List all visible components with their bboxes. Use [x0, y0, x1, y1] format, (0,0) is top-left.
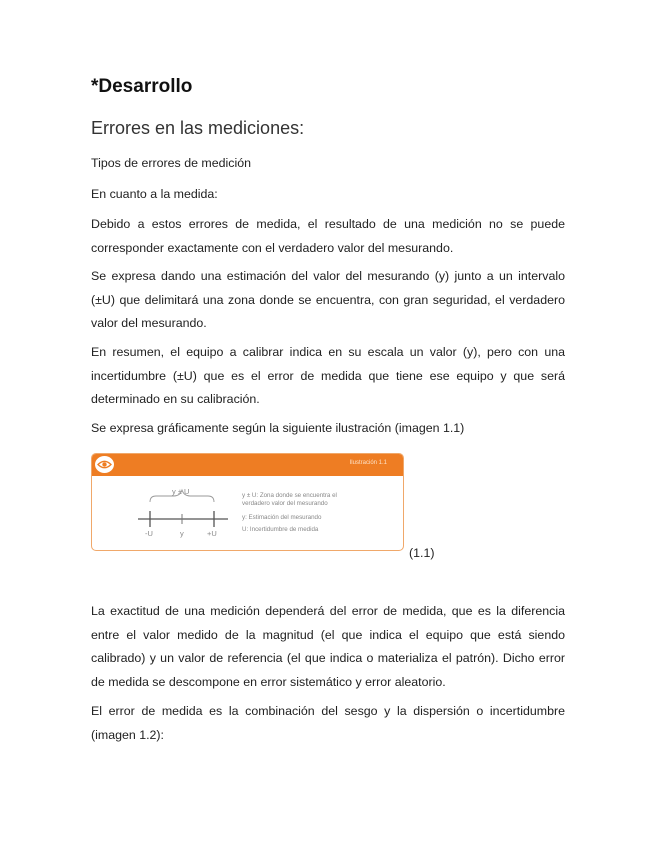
paragraph-error-medida: El error de medida es la combinación del sesgo y la dispersión o incertidumbre (imagen 1.2):	[91, 704, 565, 742]
legend-estimate: y: Estimación del mesurando	[242, 514, 322, 521]
illustration-header	[92, 454, 403, 476]
eye-icon	[95, 456, 114, 473]
paragraph-en-cuanto: En cuanto a la medida:	[91, 187, 218, 201]
axis-center-label: y	[180, 529, 184, 538]
legend-range: y ± U: Zona donde se encuentra el verdadero valor del mesurando	[242, 492, 337, 507]
paragraph-se-expresa: Se expresa dando una estimación del valor del mesurando (y) junto a un intervalo (±U) que delimitará una zona donde se encuentra, con gran seguridad, el verdadero valor del mesurando.	[91, 269, 565, 330]
axis-plus-label: +U	[207, 529, 217, 538]
paragraph-tipos: Tipos de errores de medición	[91, 156, 252, 170]
illustration-1-1	[91, 453, 404, 551]
range-label: y ± U	[172, 487, 190, 496]
paragraph-debido: Debido a estos errores de medida, el resultado de una medición no se puede corresponder exactamente con el verdadero valor del mesurando.	[91, 217, 565, 255]
illustration-tag: Ilustración 1.1	[349, 460, 387, 466]
section-heading: *Desarrollo	[91, 76, 193, 97]
paragraph-grafica: Se expresa gráficamente según la siguiente ilustración (imagen 1.1)	[91, 421, 465, 435]
legend-uncertainty: U: Incertidumbre de medida	[242, 526, 319, 533]
uncertainty-diagram	[92, 476, 402, 550]
paragraph-exactitud: La exactitud de una medición dependerá del error de medida, que es la diferencia entre el valor medido de la magnitud (el que indica el equipo que está siendo calibrado) y un valor de referencia (el que indica o materializa el patrón). Dicho error de medida se descompone en error sistemático y error aleatorio.	[91, 604, 565, 689]
section-subheading: Errores en las mediciones:	[91, 118, 305, 138]
axis-minus-label: -U	[145, 529, 153, 538]
paragraph-en-resumen: En resumen, el equipo a calibrar indica en su escala un valor (y), pero con una incertidumbre (±U) que es el error de medida que tiene ese equipo y que será determinado en su calibración.	[91, 345, 565, 406]
figure-caption: (1.1)	[409, 546, 435, 560]
